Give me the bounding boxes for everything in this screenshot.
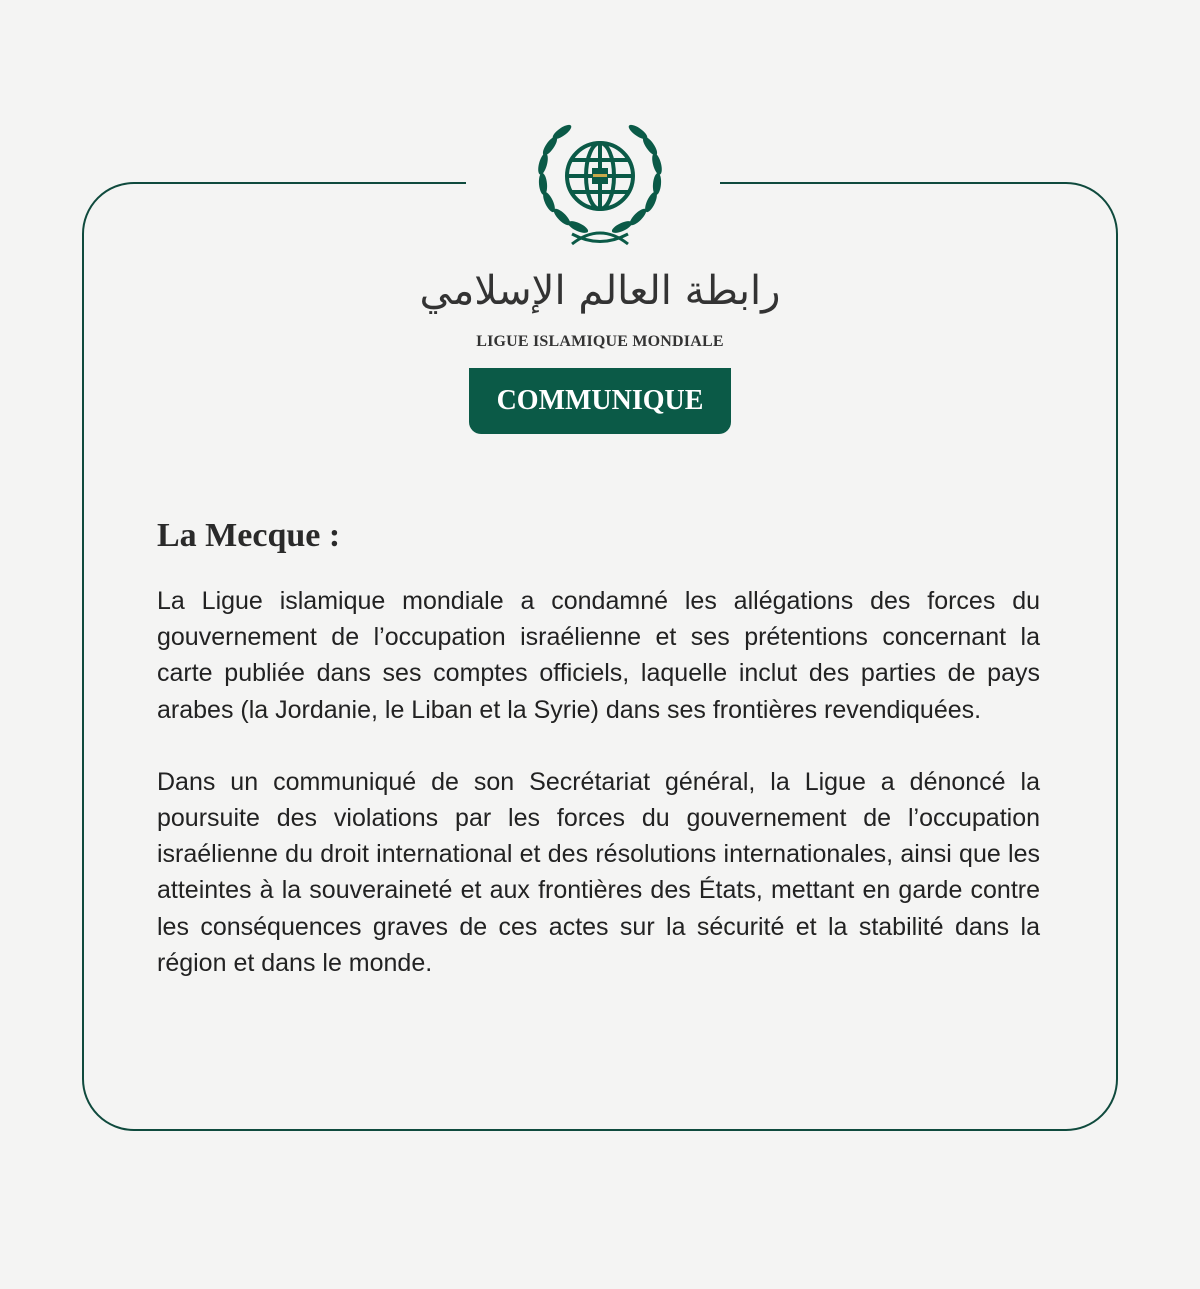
header-block [400, 262, 800, 434]
org-name-arabic: رابطة العالم الإسلامي [419, 268, 781, 314]
paragraph-1: La Ligue islamique mondiale a condamné les allégations des forces du gouvernement de l’occupation israélienne et ses prétentions concernant la carte publiée dans ses comptes officiels, laquelle inclut des parties de pays arabes (la Jordanie, le Liban et la Syrie) dans ses frontières revendiquées. [157, 587, 1040, 724]
globe-wreath-logo-icon [532, 114, 668, 248]
dateline-place: La Mecque : [157, 517, 341, 554]
paragraph-2: Dans un communiqué de son Secrétariat général, la Ligue a dénoncé la poursuite des violations par les forces du gouvernement de l’occupation israélienne du droit international et des résolutions internationales, ainsi que les atteintes à la souveraineté et aux frontières des États, mettant en garde contre les conséquences graves de ces actes sur la sécurité et la stabilité dans la région et dans le monde. [157, 767, 1040, 977]
communique-body [157, 515, 1040, 981]
org-name: LIGUE ISLAMIQUE MONDIALE [476, 333, 724, 350]
communique-badge: COMMUNIQUE [469, 368, 731, 434]
